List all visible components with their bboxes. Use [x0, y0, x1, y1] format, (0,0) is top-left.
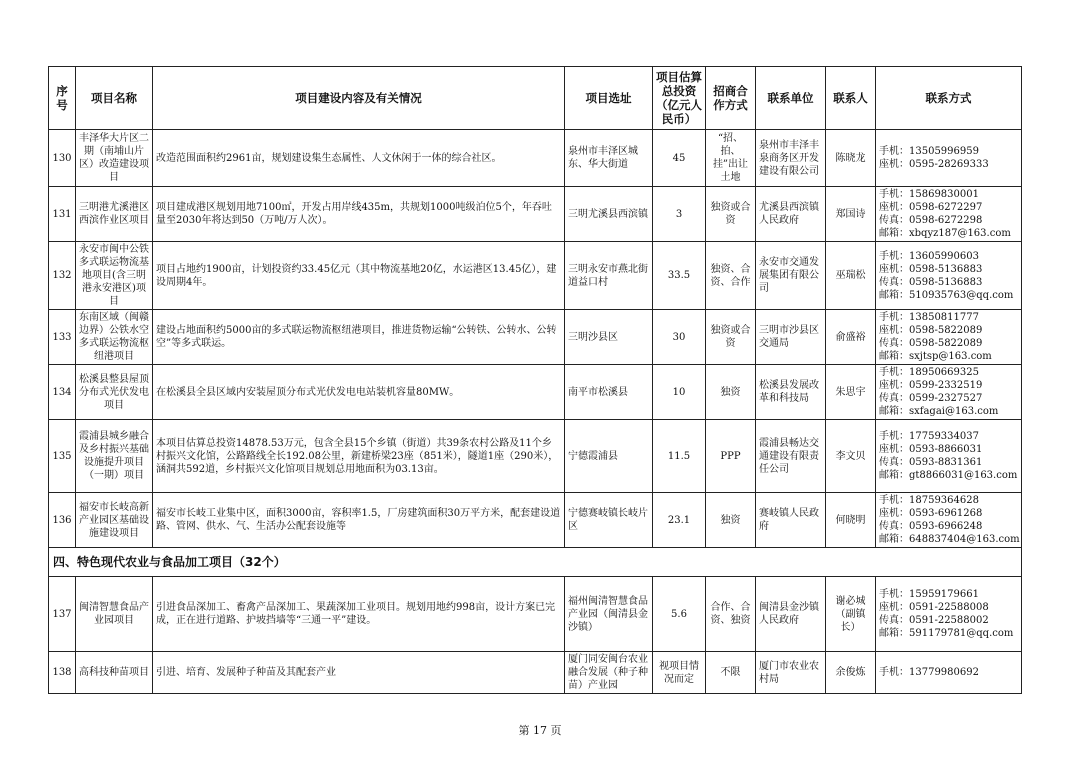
cooperation-mode: 独资: [706, 365, 756, 420]
project-site: 福州闽清智慧食品产业园（闽清县金沙镇）: [565, 577, 653, 652]
row-number: 134: [49, 365, 76, 420]
project-investment: 30: [653, 310, 706, 365]
contact-line: 座机：0595-28269333: [879, 159, 989, 170]
row-number: 137: [49, 577, 76, 652]
contact-methods: [876, 420, 1022, 493]
project-content: 本项目估算总投资14878.53万元，包含全县15个乡镇（街道）共39条农村公路及11个乡村振兴文化馆，公路路线全长192.08公里，新建桥梁23座（851米），隧道1座（290米），涵洞共592道，乡村振兴文化馆项目规划总用地面积为03.13亩。: [153, 420, 565, 493]
project-name: 福安市长岐高新产业园区基础设施建设项目: [76, 493, 153, 548]
contact-methods: [876, 652, 1022, 694]
project-name: 闽清智慧食品产业园项目: [76, 577, 153, 652]
project-content: 引进食品深加工、畜禽产品深加工、果蔬深加工业项目。规划用地约998亩，设计方案已完成，正在进行道路、护坡挡墙等“三通一平”建设。: [153, 577, 565, 652]
contact-line: 座机：0593-8866031: [879, 444, 983, 455]
contact-methods: [876, 310, 1022, 365]
contact-person: 巫瑞松: [826, 242, 876, 310]
project-name: 永安市闽中公铁多式联运物流基地项目(含三明港永安港区)项目: [76, 242, 153, 310]
table-row: [49, 310, 1022, 365]
contact-line: 手机：18759364628: [879, 495, 979, 506]
header-cell: 项目估算总投资（亿元人民币）: [653, 67, 706, 130]
table-row: [49, 577, 1022, 652]
header-cell: 联系单位: [756, 67, 826, 130]
project-investment: 11.5: [653, 420, 706, 493]
row-number: 130: [49, 130, 76, 187]
contact-person: 俞盛裕: [826, 310, 876, 365]
table-row: [49, 493, 1022, 548]
project-name: 丰泽华大片区二期（南埔山片区）改造建设项目: [76, 130, 153, 187]
contact-line: 传真：0598-5822089: [879, 338, 983, 349]
contact-line: 手机：17759334037: [879, 431, 979, 442]
project-site: 三明沙县区: [565, 310, 653, 365]
contact-line: 传真：0599-2327527: [879, 393, 983, 404]
project-name: 三明港尤溪港区西滨作业区项目: [76, 187, 153, 242]
project-name: 霞浦县城乡融合及乡村振兴基础设施提升项目（一期）项目: [76, 420, 153, 493]
project-site: 三明尤溪县西滨镇: [565, 187, 653, 242]
contact-person: 李文贝: [826, 420, 876, 493]
contact-line: 邮箱：648837404@163.com: [879, 534, 1020, 545]
section-title: 四、特色现代农业与食品加工项目（32个）: [49, 548, 1022, 577]
table-body-agriculture: [49, 577, 1022, 694]
contact-line: 座机：0599-2332519: [879, 380, 983, 391]
project-content: 福安市长岐工业集中区，面积3000亩，容积率1.5，厂房建筑面积30万平方米，配套建设道路、管网、供水、气、生活办公配套设施等: [153, 493, 565, 548]
project-table: [48, 66, 1022, 694]
contact-line: 座机：0598-6272297: [879, 202, 983, 213]
cooperation-mode: 合作、合资、独资: [706, 577, 756, 652]
page-number: 第 17 页: [518, 724, 562, 737]
cooperation-mode: 独资: [706, 493, 756, 548]
project-investment: 33.5: [653, 242, 706, 310]
row-number: 133: [49, 310, 76, 365]
project-site: 南平市松溪县: [565, 365, 653, 420]
contact-line: 手机：15959179661: [879, 589, 979, 600]
contact-line: 邮箱：510935763@qq.com: [879, 289, 1014, 301]
contact-person: 何晓明: [826, 493, 876, 548]
header-cell: 序号: [49, 67, 76, 130]
project-investment: 45: [653, 130, 706, 187]
cooperation-mode: “招、拍、挂”出让土地: [706, 130, 756, 187]
header-cell: 项目名称: [76, 67, 153, 130]
table-row: [49, 420, 1022, 493]
contact-line: 传真：0593-6966248: [879, 521, 983, 532]
project-site: 厦门同安闽台农业融合发展（种子种苗）产业园: [565, 652, 653, 694]
contact-methods: [876, 187, 1022, 242]
contact-person: 余俊炼: [826, 652, 876, 694]
project-content: 建设占地面积约5000亩的多式联运物流枢纽港项目，推进货物运输“公转铁、公转水、公转空”等多式联运。: [153, 310, 565, 365]
header-cell: 项目建设内容及有关情况: [153, 67, 565, 130]
contact-line: 传真：0598-6272298: [879, 215, 983, 226]
contact-line: 手机：15869830001: [879, 189, 979, 200]
contact-line: 传真：0593-8831361: [879, 457, 983, 468]
project-content: 项目建成港区规划用地7100㎡，开发占用岸线435m，共规划1000吨级泊位5个，年吞吐量至2030年将达到50（万吨/万人次）。: [153, 187, 565, 242]
table-row: [49, 242, 1022, 310]
cooperation-mode: 独资或合资: [706, 310, 756, 365]
table-body-infrastructure: [49, 130, 1022, 548]
row-number: 136: [49, 493, 76, 548]
contact-line: 手机：13779980692: [879, 667, 979, 678]
contact-unit: 尤溪县西滨镇人民政府: [756, 187, 826, 242]
project-content: 在松溪县全县区域内安装屋顶分布式光伏发电电站装机容量80MW。: [153, 365, 565, 420]
table-row: [49, 652, 1022, 694]
contact-unit: 三明市沙县区交通局: [756, 310, 826, 365]
contact-unit: 厦门市农业农村局: [756, 652, 826, 694]
contact-line: 座机：0591-22588008: [879, 602, 989, 613]
row-number: 135: [49, 420, 76, 493]
contact-line: 手机：13850811777: [879, 312, 979, 323]
table-row: [49, 187, 1022, 242]
project-name: 松溪县整县屋顶分布式光伏发电项目: [76, 365, 153, 420]
contact-methods: [876, 242, 1022, 310]
project-content: 项目占地约1900亩，计划投资约33.45亿元（其中物流基地20亿，水运港区13.45亿），建设周期4年。: [153, 242, 565, 310]
row-number: 131: [49, 187, 76, 242]
project-investment: 5.6: [653, 577, 706, 652]
contact-methods: [876, 365, 1022, 420]
contact-methods: [876, 130, 1022, 187]
contact-line: 传真：0591-22588002: [879, 615, 989, 626]
header-cell: 招商合作方式: [706, 67, 756, 130]
contact-methods: [876, 577, 1022, 652]
contact-line: 传真：0598-5136883: [879, 276, 983, 288]
contact-person: 谢必城（副镇长）: [826, 577, 876, 652]
contact-line: 邮箱：sxfagai@163.com: [879, 406, 999, 417]
contact-line: 座机：0598-5136883: [879, 263, 983, 275]
header-cell: 联系人: [826, 67, 876, 130]
contact-line: 邮箱：591179781@qq.com: [879, 628, 1014, 639]
contact-person: 陈晓龙: [826, 130, 876, 187]
contact-line: 手机：13505996959: [879, 146, 979, 157]
row-number: 132: [49, 242, 76, 310]
contact-unit: 泉州市丰泽丰泉商务区开发建设有限公司: [756, 130, 826, 187]
contact-person: 朱思宇: [826, 365, 876, 420]
contact-line: 邮箱：gt8866031@163.com: [879, 470, 1018, 481]
project-name: 高科技种苗项目: [76, 652, 153, 694]
project-site: 宁德赛岐镇长岐片区: [565, 493, 653, 548]
contact-unit: 永安市交通发展集团有限公司: [756, 242, 826, 310]
table-row: [49, 365, 1022, 420]
project-site: 宁德霞浦县: [565, 420, 653, 493]
contact-methods: [876, 493, 1022, 548]
contact-line: 手机：18950669325: [879, 367, 979, 378]
contact-unit: 闽清县金沙镇人民政府: [756, 577, 826, 652]
project-site: 泉州市丰泽区城东、华大街道: [565, 130, 653, 187]
contact-line: 邮箱：xbqyz187@163.com: [879, 228, 1011, 239]
project-investment: 10: [653, 365, 706, 420]
project-investment: 23.1: [653, 493, 706, 548]
project-investment: 视项目情况而定: [653, 652, 706, 694]
project-content: 改造范围面积约2961亩，规划建设集生态属性、人文休闲于一体的综合社区。: [153, 130, 565, 187]
cooperation-mode: 独资、合资、合作: [706, 242, 756, 310]
contact-line: 手机：13605990603: [879, 250, 979, 262]
cooperation-mode: 不限: [706, 652, 756, 694]
table-row: [49, 130, 1022, 187]
header-cell: 联系方式: [876, 67, 1022, 130]
header-row: [49, 67, 1022, 130]
project-site: 三明永安市燕北街道益口村: [565, 242, 653, 310]
contact-line: 座机：0593-6961268: [879, 508, 983, 519]
contact-unit: 赛岐镇人民政府: [756, 493, 826, 548]
cooperation-mode: 独资或合资: [706, 187, 756, 242]
contact-line: 座机：0598-5822089: [879, 325, 983, 336]
contact-person: 郑国诗: [826, 187, 876, 242]
project-name: 东南区域（闽赣边界）公铁水空多式联运物流枢纽港项目: [76, 310, 153, 365]
header-cell: 项目选址: [565, 67, 653, 130]
contact-line: 邮箱：sxjtsp@163.com: [879, 351, 992, 362]
contact-unit: 松溪县发展改革和科技局: [756, 365, 826, 420]
cooperation-mode: PPP: [706, 420, 756, 493]
section-row: [49, 548, 1022, 577]
project-investment: 3: [653, 187, 706, 242]
project-content: 引进、培育、发展种子种苗及其配套产业: [153, 652, 565, 694]
contact-unit: 霞浦县畅达交通建设有限责任公司: [756, 420, 826, 493]
row-number: 138: [49, 652, 76, 694]
